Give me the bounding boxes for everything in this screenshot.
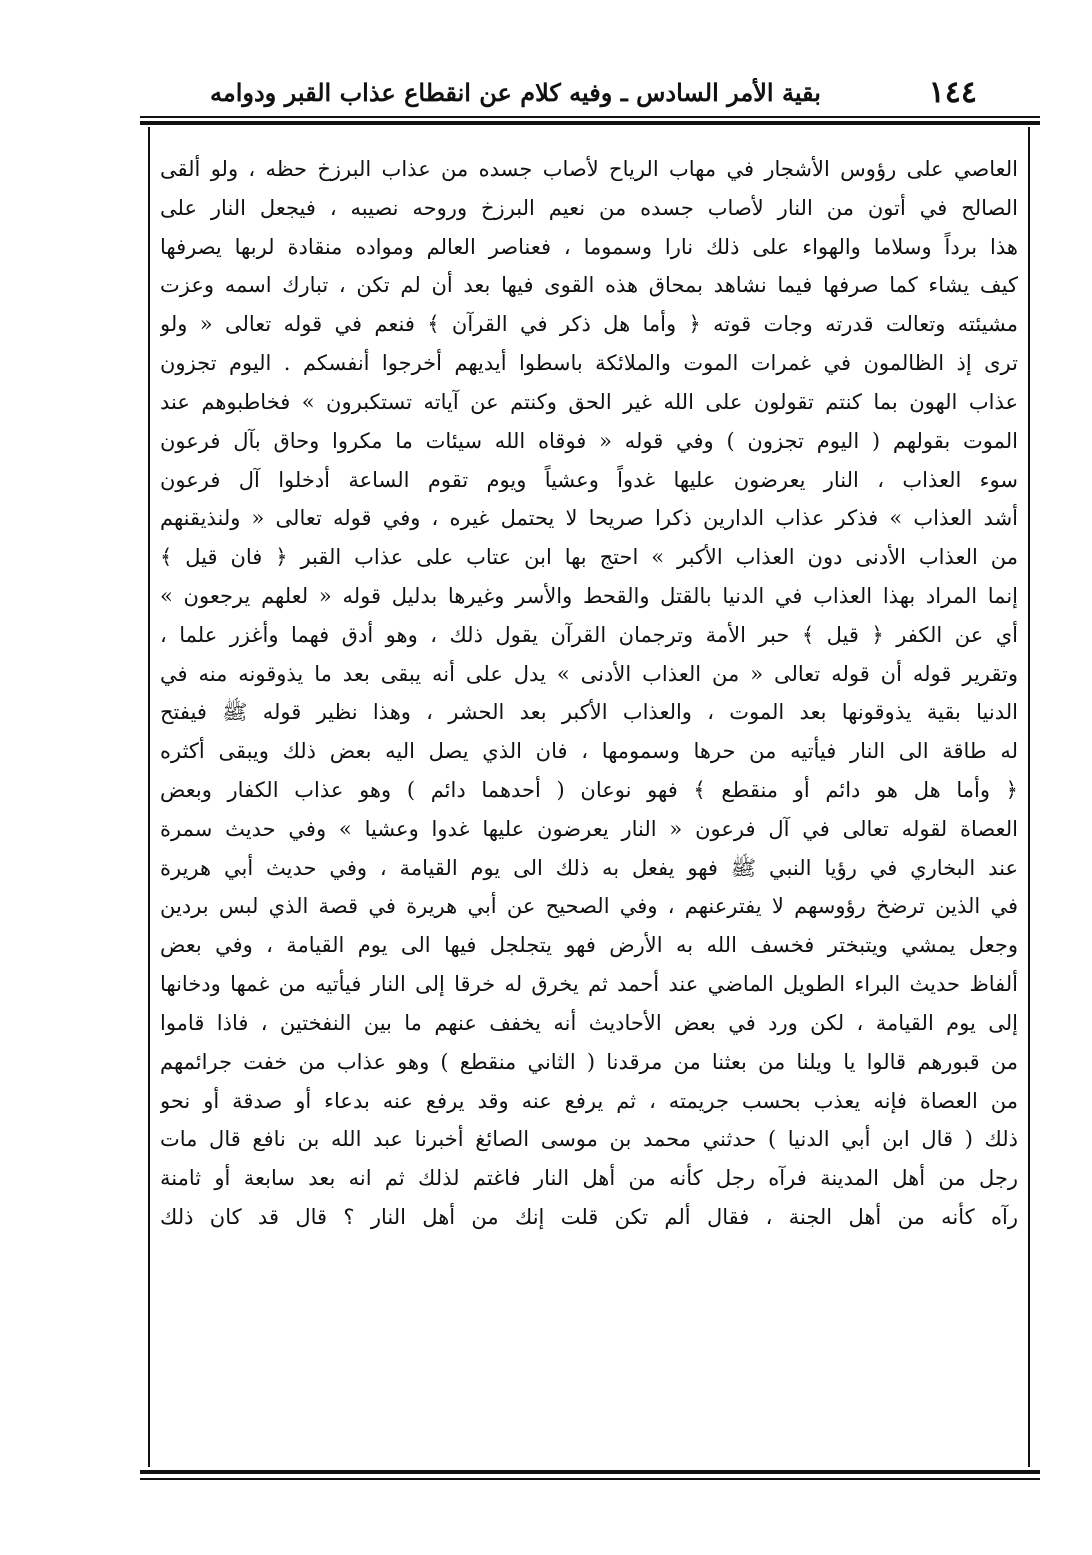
- running-title: بقية الأمر السادس ـ وفيه كلام عن انقطاع عذاب القبر ودوامه: [210, 77, 821, 107]
- text-line: عند البخاري في رؤيا النبي ﷺ فهو يفعل به ذلك الى يوم القيامة ، وفي حديث أبي هريرة: [160, 855, 1018, 880]
- body-text: [160, 150, 1018, 1465]
- text-line: أي عن الكفر ﴿ قيل ﴾ حبر الأمة وترجمان القرآن يقول ذلك ، وهو أدق فهما وأغزر علما ،: [160, 622, 1018, 647]
- text-line: العصاة لقوله تعالى في آل فرعون « النار يعرضون عليها غدوا وعشيا » وفي حديث سمرة: [160, 816, 1018, 841]
- text-line: كيف يشاء كما صرفها فيما نشاهد بمحاق هذه القوى فيها بعد أن لم تكن ، تبارك اسمه وعزت: [160, 273, 1018, 298]
- text-line: الموت بقولهم ( اليوم تجزون ) وفي قوله « فوقاه الله سيئات ما مكروا وحاق بآل فرعون: [160, 428, 1018, 453]
- text-line: ذلك ( قال ابن أبي الدنيا ) حدثني محمد بن موسى الصائغ أخبرنا عبد الله بن نافع قال مات: [160, 1127, 1018, 1152]
- text-line: أشد العذاب » فذكر عذاب الدارين ذكرا صريحا لا يحتمل غيره ، وفي قوله تعالى « ولنذيقنهم: [160, 506, 1018, 531]
- text-line: في الذين ترضخ رؤوسهم لا يفترعنهم ، وفي الصحيح عن أبي هريرة في قصة الذي لبس بردين: [160, 894, 1018, 919]
- frame-right-border: [1028, 127, 1030, 1467]
- text-line: سوء العذاب ، النار يعرضون عليها غدواً وعشياً ويوم تقوم الساعة أدخلوا آل فرعون: [160, 467, 1018, 492]
- top-rule-thin: [140, 116, 1040, 118]
- frame-left-border: [148, 127, 150, 1467]
- text-line: الدنيا بقية يذوقونها بعد الموت ، والعذاب الأكبر بعد الحشر ، وهذا نظير قوله ﷺ فيفتح: [160, 700, 1018, 725]
- text-line: وجعل يمشي ويتبختر فخسف الله به الأرض فهو يتجلجل فيها الى يوم القيامة ، وفي بعض: [160, 933, 1018, 958]
- text-line: هذا برداً وسلاما والهواء على ذلك نارا وسموما ، فعناصر العالم ومواده منقادة لربها يصرفها: [160, 234, 1018, 259]
- text-line: الصالح في أتون من النار لأصاب جسده من نعيم البرزخ وروحه نصيبه ، فيجعل النار على: [160, 195, 1018, 220]
- text-line: من العذاب الأدنى دون العذاب الأكبر » احتج بها ابن عتاب على عذاب القبر ﴿ فان قيل ﴾: [160, 545, 1018, 570]
- text-line: ألفاظ حديث البراء الطويل الماضي عند أحمد ثم يخرق له خرقا إلى النار فيأتيه من غمها ودخانها: [160, 972, 1018, 997]
- text-line: ﴿ وأما هل هو دائم أو منقطع ﴾ فهو نوعان ( أحدهما دائم ) وهو عذاب الكفار وبعض: [160, 778, 1018, 802]
- page-header: [210, 72, 977, 112]
- bottom-rule-thick: [140, 1470, 1040, 1474]
- text-line: من قبورهم قالوا يا ويلنا من بعثنا من مرقدنا ( الثاني منقطع ) وهو عذاب من خفت جرائمهم: [160, 1049, 1018, 1074]
- text-line: من العصاة فإنه يعذب بحسب جريمته ، ثم يرفع عنه وقد يرفع عنه بدعاء أو صدقة أو نحو: [160, 1088, 1018, 1113]
- text-line: له طاقة الى النار فيأتيه من حرها وسمومها ، فان الذي يصل اليه بعض ذلك ويبقى أكثره: [160, 739, 1018, 764]
- text-line: وتقرير قوله أن قوله تعالى « من العذاب الأدنى » يدل على أنه يبقى بعد ما يذوقونه منه في: [160, 661, 1018, 686]
- bottom-rule-thin: [140, 1478, 1040, 1480]
- text-line: إنما المراد بهذا العذاب في الدنيا بالقتل والقحط والأسر وغيرها بدليل قوله « لعلهم يرجعون »: [160, 583, 1018, 608]
- text-line: رآه كأنه من أهل الجنة ، فقال ألم تكن قلت إنك من أهل النار ؟ قال قد كان ذلك: [160, 1204, 1018, 1229]
- text-line: إلى يوم القيامة ، لكن ورد في بعض الأحاديث أنه يخفف عنهم ما بين النفختين ، فاذا قاموا: [160, 1010, 1018, 1035]
- page-number: ١٤٤: [928, 74, 977, 110]
- top-rule-thick: [140, 121, 1040, 125]
- text-line: العاصي على رؤوس الأشجار في مهاب الرياح لأصاب جسده من عذاب البرزخ حظه ، ولو ألقى: [160, 157, 1018, 181]
- text-line: ترى إذ الظالمون في غمرات الموت والملائكة باسطوا أيديهم أخرجوا أنفسكم . اليوم تجزون: [160, 351, 1018, 376]
- text-line: عذاب الهون بما كنتم تقولون على الله غير الحق وكنتم عن آياته تستكبرون » فخاطبوهم عند: [160, 389, 1018, 414]
- text-line: مشيئته وتعالت قدرته وجات قوته ﴿ وأما هل ذكر في القرآن ﴾ فنعم في قوله تعالى « ولو: [160, 312, 1018, 337]
- text-line: رجل من أهل المدينة فرآه رجل كأنه من أهل النار فاغتم لذلك ثم انه بعد سابعة أو ثامنة: [160, 1166, 1018, 1191]
